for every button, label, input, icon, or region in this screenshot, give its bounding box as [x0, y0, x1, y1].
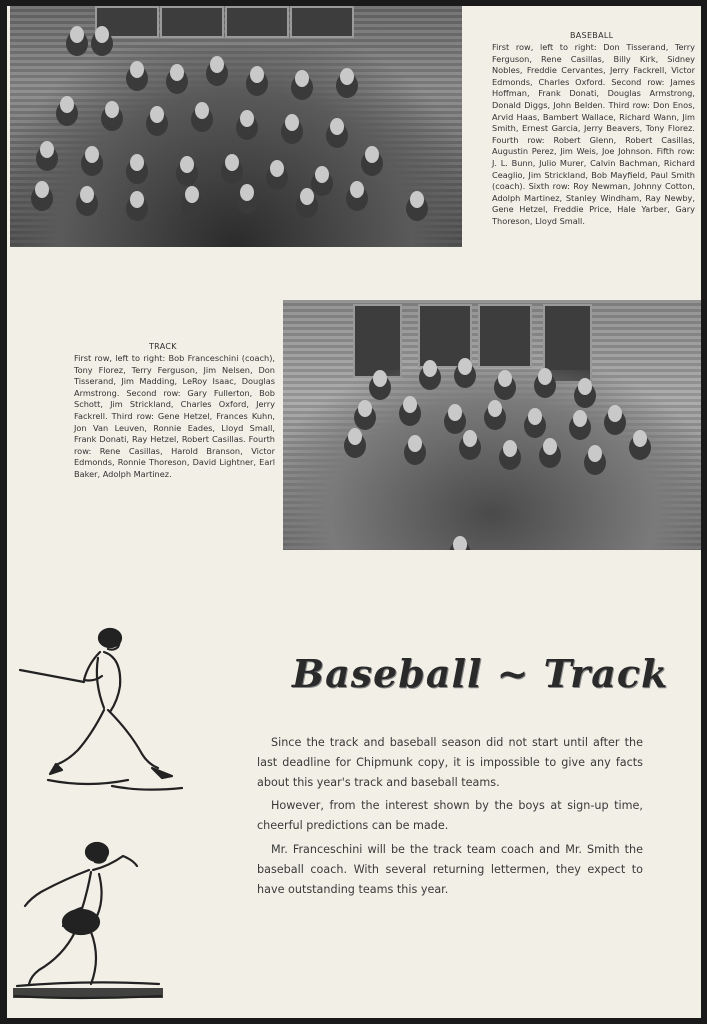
track-caption: First row, left to right: Bob Franceschini (coach), Tony Florez, Terry Ferguson, Jim Nelsen, Don Tisserand, Jim Madding, LeRoy Isaac, Douglas Armstrong. Second row: Gary Fullerton, Bob Schott, Jim Strickland, Charles Oxford, Jerry Fackrell. Third row: Gene Hetzel, Frances Kuhn, Jon Van Leuven, Ronnie Eades, Lloyd Small, Frank Donati, Ray Hetzel, Robert Casillas. Fourth row: Rene Casillas, Harold Branson, Victor Edmonds, Ronnie Thoreson, David Lightner, Earl Baker, Adolph Martinez.	[74, 353, 275, 479]
track-runner-drawing	[11, 836, 171, 1011]
track-team-photo	[283, 300, 701, 550]
yearbook-page	[7, 6, 701, 1018]
track-caption-title: TRACK	[149, 342, 177, 351]
baseball-caption: First row, left to right: Don Tisserand, Terry Ferguson, Rene Casillas, Billy Kirk, Sidney Nobles, Freddie Cervantes, Jerry Fackrell, Victor Edmonds, Charles Oxford. Second row: James Hoffman, Frank Donati, Douglas Armstrong, Donald Diggs, John Belden. Third row: Don Enos, Arvid Haas, Bambert Wallace, Richard Wann, Jim Smith, Ernest Garcia, Jerry Beavers, Tony Florez. Fourth row: Robert Glenn, Robert Casillas, Augustin Perez, Jim Weis, Joe Johnson. Fifth row: J. L. Bunn, Julio Murer, Calvin Bachman, Richard Ceaglio, Jim Strickland, Bob Mayfield, Paul Smith (coach). Sixth row: Roy Newman, Johnny Cotton, Adolph Martinez, Stanley Windham, Ray Newby, Gene Hetzel, Freddie Price, Hale Yarber, Gary Thoreson, Lloyd Small.	[492, 42, 695, 226]
body-paragraph-3: Mr. Franceschini will be the track team coach and Mr. Smith the baseball coach. With several returning lettermen, they expect to have outstanding teams this year.	[257, 843, 643, 896]
body-paragraph-1: Since the track and baseball season did not start until after the last deadline for Chipmunk copy, it is impossible to give any facts about this year's track and baseball teams.	[257, 736, 643, 789]
body-paragraph-2: However, from the interest shown by the boys at sign-up time, cheerful predictions can be made.	[257, 799, 643, 832]
baseball-team-photo	[10, 6, 462, 247]
baseball-batter-drawing	[12, 618, 192, 800]
baseball-caption-title: BASEBALL	[570, 31, 614, 40]
page-title: Baseball ~ Track	[292, 651, 669, 696]
